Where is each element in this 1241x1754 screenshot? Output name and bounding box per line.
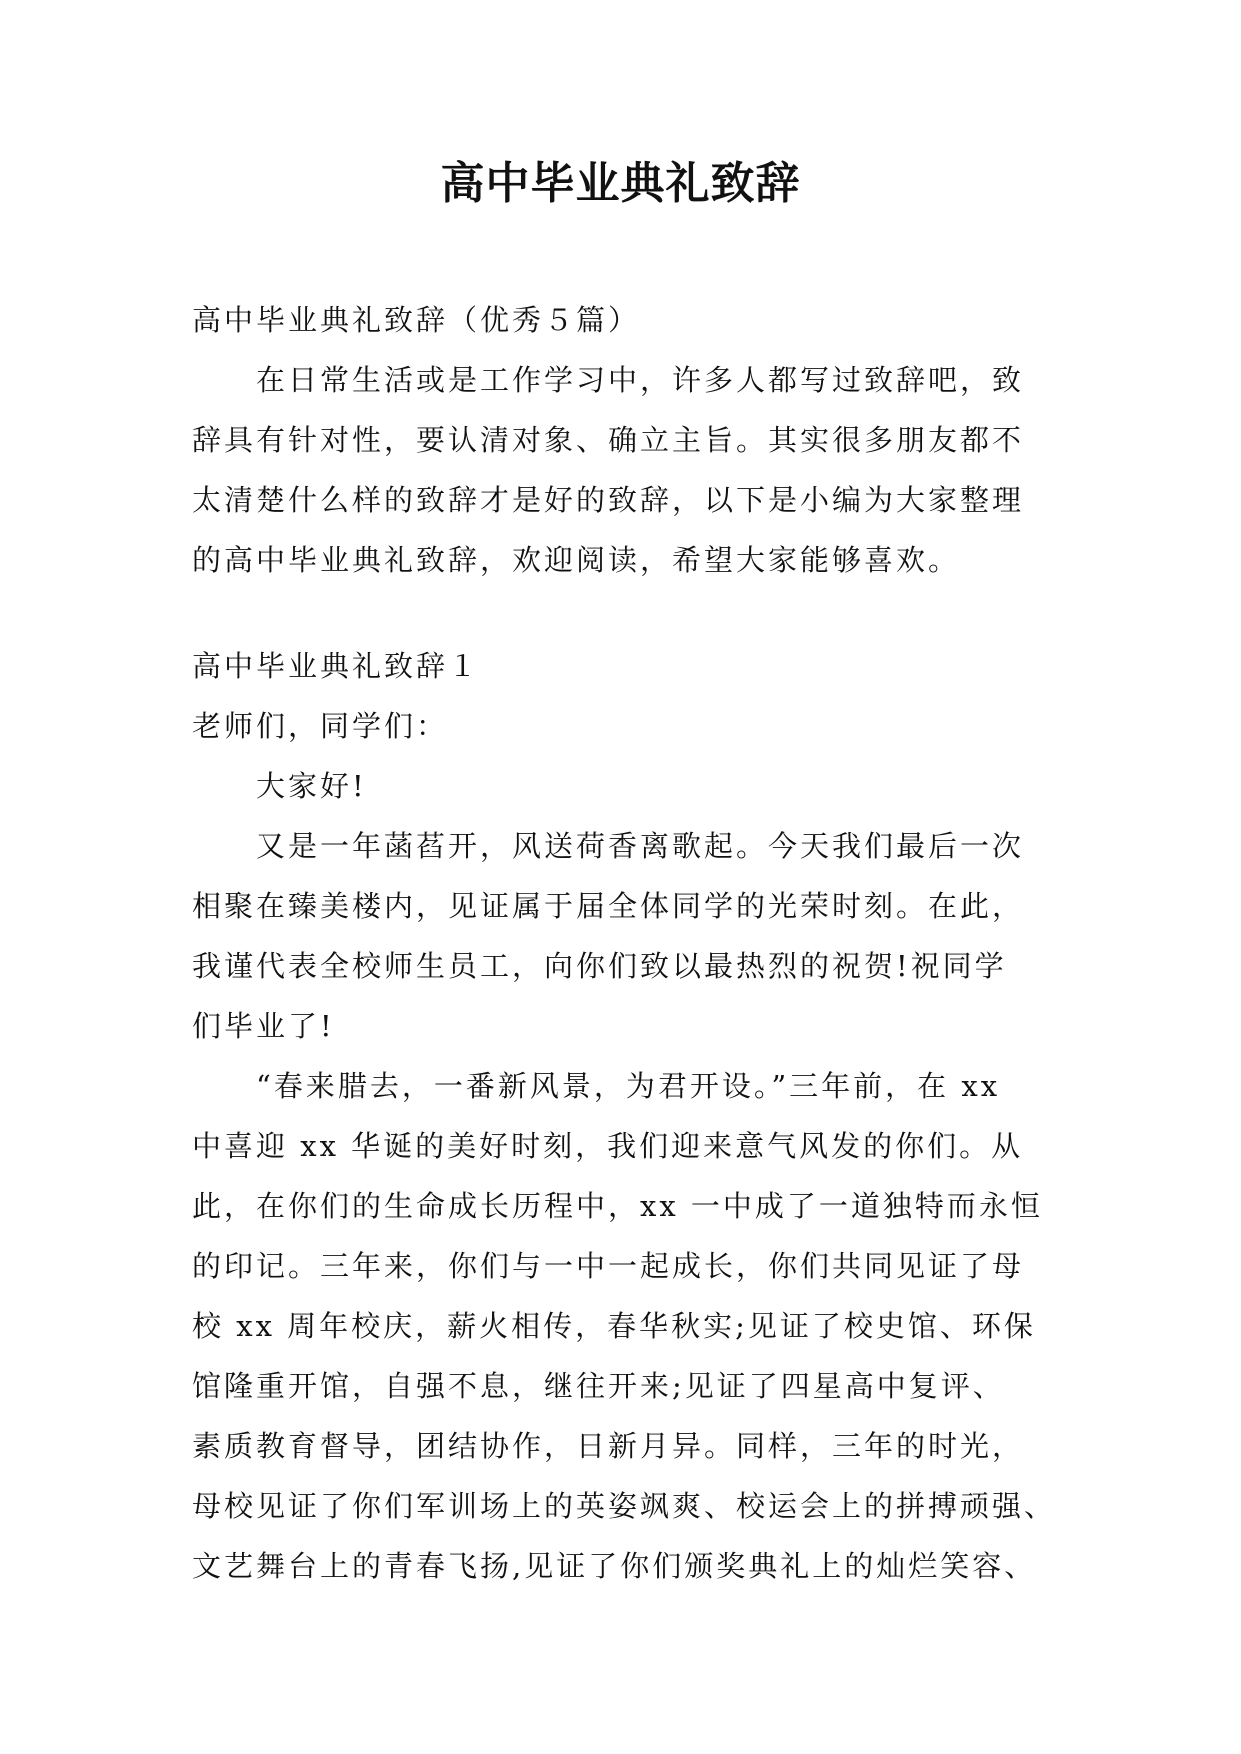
document-body [192, 290, 1062, 1596]
paragraph-line: 们毕业了! [192, 1009, 335, 1043]
intro-line: 辞具有针对性，要认清对象、确立主旨。其实很多朋友都不 [192, 423, 1025, 457]
paragraph-line: 馆隆重开馆，自强不息，继往开来;见证了四星高中复评、 [192, 1369, 1005, 1403]
paragraph-line: 此，在你们的生命成长历程中，xx 一中成了一道独特而永恒 [192, 1189, 1043, 1223]
salutation: 老师们，同学们： [192, 709, 449, 743]
intro-line: 在日常生活或是工作学习中，许多人都写过致辞吧，致 [256, 363, 1025, 397]
document-title: 高中毕业典礼致辞 [440, 158, 801, 209]
paragraph-line: “春来腊去，一番新风景，为君开设。”三年前，在 xx [256, 1069, 1001, 1103]
section-heading: 高中毕业典礼致辞１ [192, 649, 481, 683]
paragraph-line: 校 xx 周年校庆，薪火相传，春华秋实;见证了校史馆、环保 [192, 1309, 1036, 1343]
paragraph-line: 素质教育督导，团结协作，日新月异。同样，三年的时光， [192, 1429, 1025, 1463]
intro-line: 的高中毕业典礼致辞，欢迎阅读，希望大家能够喜欢。 [192, 543, 961, 577]
paragraph-line: 相聚在臻美楼内，见证属于届全体同学的光荣时刻。在此， [192, 889, 1025, 923]
paragraph-line: 的印记。三年来，你们与一中一起成长，你们共同见证了母 [192, 1249, 1025, 1283]
intro-line: 太清楚什么样的致辞才是好的致辞，以下是小编为大家整理 [192, 483, 1025, 517]
paragraph-line: 母校见证了你们军训场上的英姿飒爽、校运会上的拼搏顽强、 [192, 1489, 1057, 1523]
document-subtitle: 高中毕业典礼致辞（优秀５篇） [192, 303, 641, 337]
paragraph-line: 文艺舞台上的青春飞扬,见证了你们颁奖典礼上的灿烂笑容、 [192, 1549, 1037, 1583]
greeting: 大家好! [256, 769, 367, 803]
paragraph-line: 中喜迎 xx 华诞的美好时刻，我们迎来意气风发的你们。从 [192, 1129, 1024, 1163]
paragraph-line: 我谨代表全校师生员工，向你们致以最热烈的祝贺!祝同学 [192, 949, 1007, 983]
paragraph-line: 又是一年菡萏开，风送荷香离歌起。今天我们最后一次 [256, 829, 1025, 863]
